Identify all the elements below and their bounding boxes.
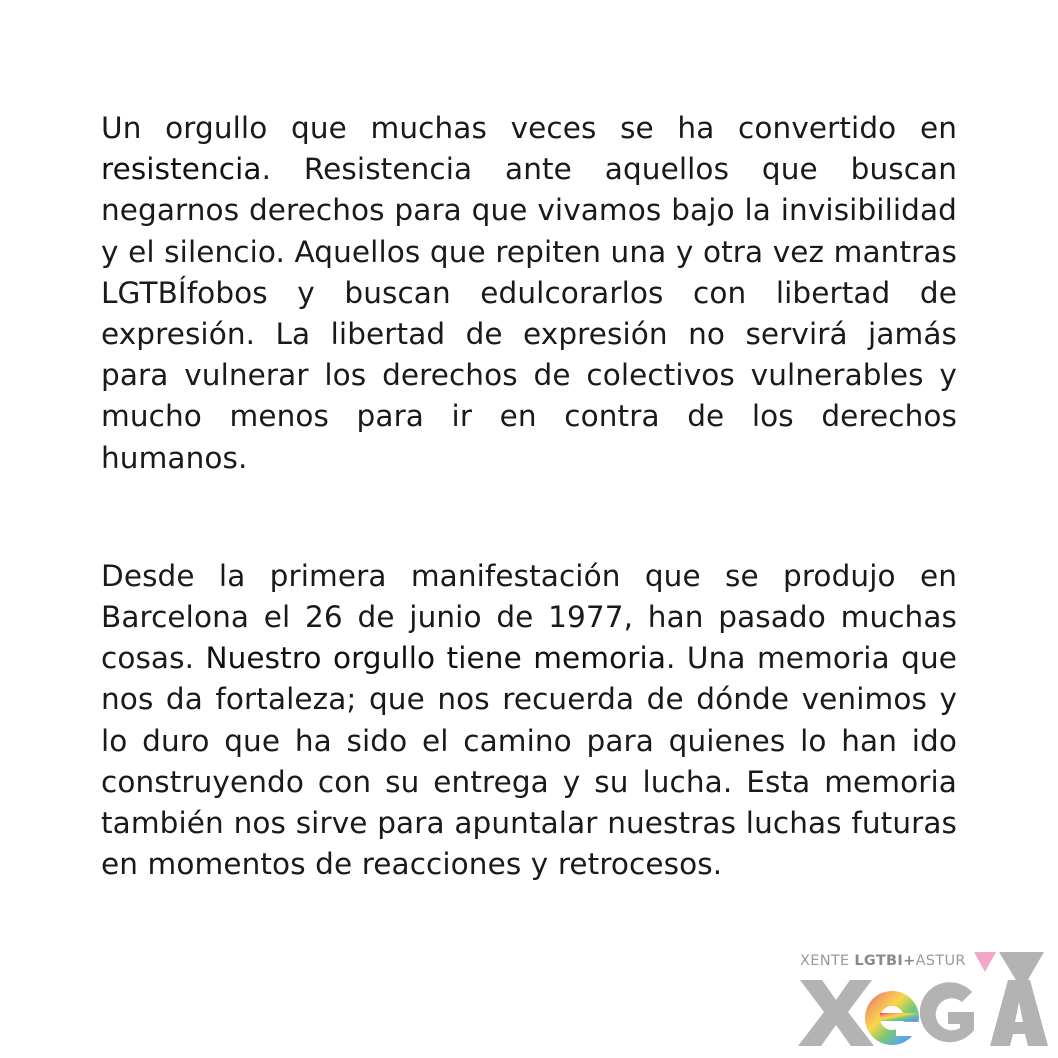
logo-letter-e (865, 991, 920, 1045)
paragraph-2-text-end: . Una memoria que nos da fortaleza; que nos recuerda de dónde venimos y lo duro que ha sido el camino para quienes lo han ido construyendo con su entrega y su lucha. Esta memoria también nos sirve para apuntalar nuestras luchas futuras en momentos de reacciones y retrocesos. (101, 641, 957, 882)
paragraph-resistencia (101, 108, 957, 479)
emphasis-memoria: Nuestro orgullo tiene memoria (205, 641, 666, 676)
paragraph-2-text-start: Desde la primera manifestación que se produjo en Barcelona el 26 de junio de 1977, han pasado muchas cosas. (101, 558, 957, 676)
logo-caption-prefix: XENTE (800, 953, 855, 969)
logo-letter-x (798, 980, 874, 1046)
logo-letter-g (920, 982, 974, 1042)
logo-caption (800, 953, 966, 969)
xega-logo (796, 950, 1048, 1050)
paragraph-memoria (101, 556, 957, 886)
paragraph-1-text-end: . Resistencia ante aquellos que buscan negarnos derechos para que vivamos bajo la invisibilidad y el silencio. Aquellos que repiten una y otra vez mantras LGTBÍfobos y buscan edulcorarlos con libertad de expresión. La libertad de expresión no servirá jamás para vulnerar los derechos de colectivos vulnerables y mucho menos para ir en contra de los derechos humanos. (101, 152, 957, 475)
pink-triangle-icon (974, 952, 996, 972)
paragraph-1-text-start: Un orgullo que muchas veces se ha convertido en (101, 111, 957, 145)
logo-caption-suffix: ASTUR (915, 953, 966, 969)
emphasis-resistencia: resistencia (101, 152, 262, 187)
logo-caption-bold: LGTBI+ (854, 953, 916, 969)
article-body (101, 108, 957, 885)
